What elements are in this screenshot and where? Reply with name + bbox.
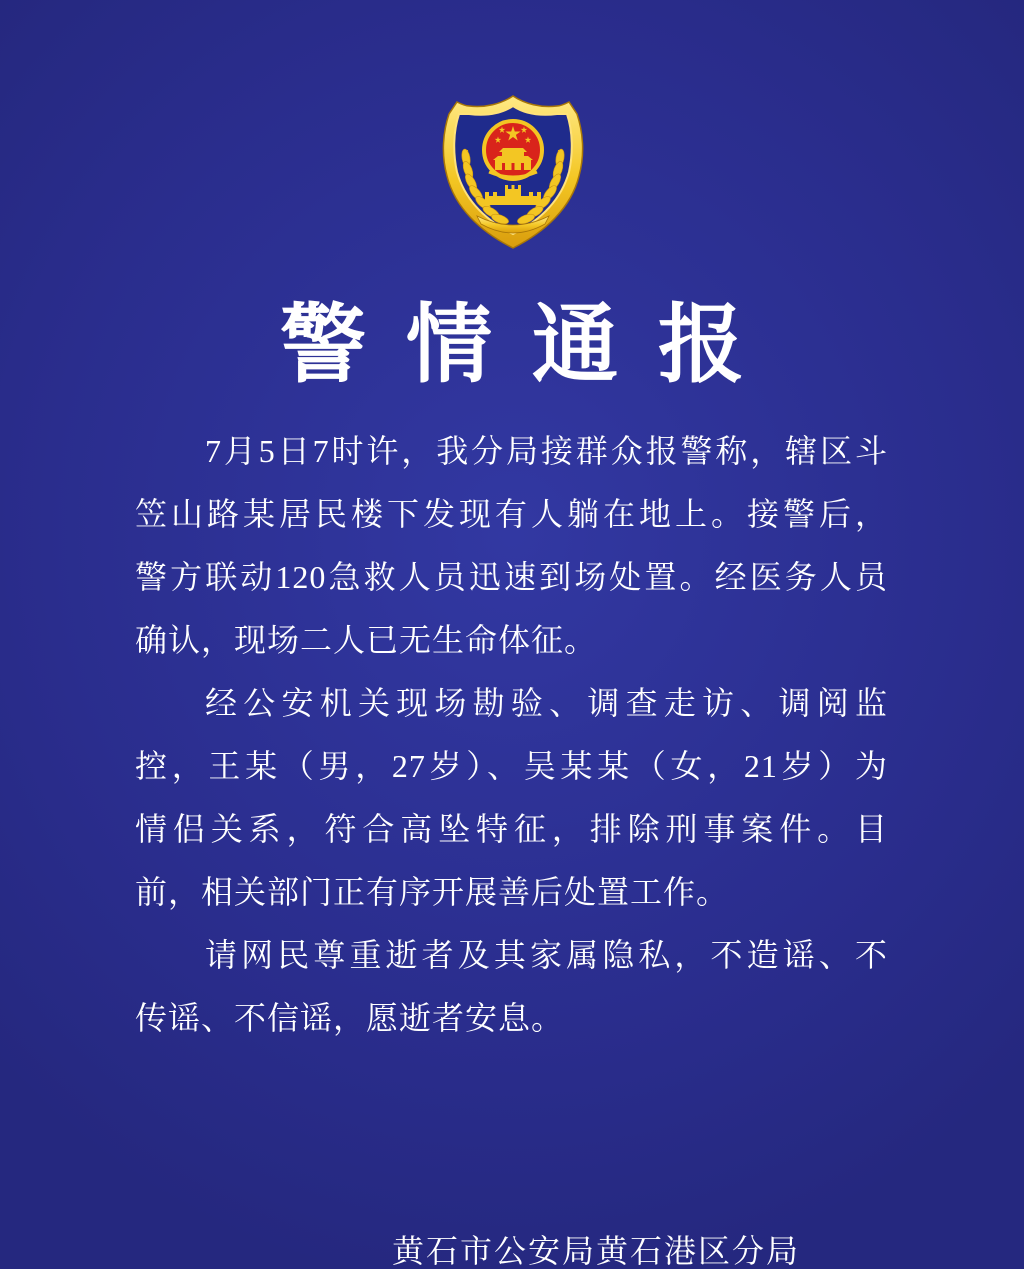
- text-line: 传谣、不信谣，愿逝者安息。: [135, 1000, 565, 1036]
- text-line: 请网民尊重逝者及其家属隐私，不造谣、不: [205, 937, 888, 973]
- text-line: 笠山路某居民楼下发现有人躺在地上。接警后，: [135, 496, 888, 532]
- paragraph-investigation-result: [135, 672, 888, 924]
- text-line: 控，王某（男，27岁）、吴某某（女，21岁）为: [135, 748, 888, 784]
- police-badge-graphic: [433, 92, 593, 252]
- text-line: 前，相关部门正有序开展善后处置工作。: [135, 874, 730, 910]
- notice-title: 警情通报: [280, 294, 784, 395]
- text-line: 经公安机关现场勘验、调查走访、调阅监: [205, 685, 888, 721]
- police-badge-icon: [433, 92, 593, 252]
- text-line: 警方联动120急救人员迅速到场处置。经医务人员: [135, 559, 888, 595]
- text-line: 情侣关系，符合高坠特征，排除刑事案件。目: [135, 811, 888, 847]
- paragraph-incident-report: [135, 420, 888, 672]
- paragraph-public-appeal: [135, 924, 888, 1050]
- text-line: 确认，现场二人已无生命体征。: [135, 622, 598, 658]
- text-line: 7月5日7时许，我分局接群众报警称，辖区斗: [205, 433, 888, 469]
- issuer-signature: 黄石市公安局黄石港区分局: [392, 1234, 801, 1269]
- notice-body: [135, 420, 888, 1050]
